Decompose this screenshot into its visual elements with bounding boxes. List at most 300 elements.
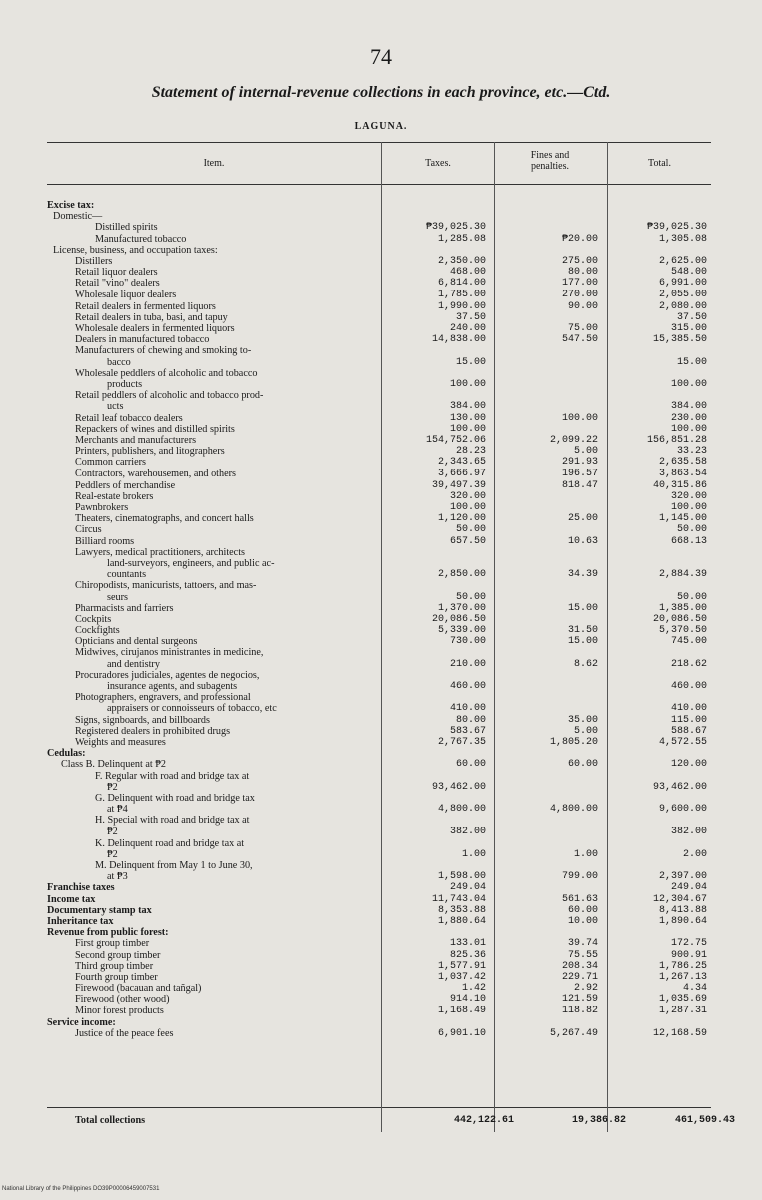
row-fines	[494, 703, 606, 714]
row-fines: 118.82	[561, 1005, 598, 1017]
table-row	[47, 670, 715, 681]
row-fines: 15.00	[567, 636, 598, 648]
row-taxes: 6,901.10	[437, 1027, 486, 1039]
table-row	[47, 636, 715, 647]
row-item-label: Circus	[75, 524, 102, 536]
row-item-label: Midwives, cirujanos ministrantes in medicine,	[75, 647, 264, 659]
row-total: 1,890.64	[658, 916, 707, 927]
row-fines	[494, 379, 606, 390]
total-label: Total collections	[75, 1114, 146, 1126]
collections-table	[47, 142, 735, 1132]
table-row	[47, 726, 715, 737]
row-total: 2,884.39	[658, 569, 707, 581]
row-total	[606, 793, 715, 804]
row-taxes	[381, 838, 494, 849]
row-fines	[494, 211, 606, 222]
row-item-label: Contractors, warehousemen, and others	[75, 468, 236, 480]
row-total: 9,600.00	[658, 804, 707, 816]
row-taxes: 410.00	[449, 703, 486, 715]
row-item-label: Lawyers, medical practitioners, architects	[75, 546, 245, 558]
row-taxes: 2,767.35	[437, 737, 486, 748]
row-taxes: 15.00	[455, 356, 486, 368]
row-total: 460.00	[670, 681, 707, 693]
row-taxes: 5,339.00	[437, 625, 486, 637]
row-fines: 5.00	[573, 725, 598, 737]
row-taxes	[381, 211, 494, 222]
row-item-label: ucts	[107, 401, 124, 413]
row-item-label: Repackers of wines and distilled spirits	[75, 423, 235, 435]
table-row	[47, 513, 715, 524]
row-total: 1,385.00	[658, 602, 707, 614]
row-fines	[494, 815, 606, 826]
row-taxes	[381, 815, 494, 826]
row-fines	[494, 927, 606, 938]
table-row	[47, 401, 715, 412]
row-total	[606, 200, 715, 211]
table-row	[47, 502, 715, 513]
row-fines: 229.71	[561, 971, 598, 983]
table-row	[47, 849, 715, 860]
row-item-label: Minor forest products	[75, 1005, 164, 1017]
row-fines: 90.00	[567, 300, 598, 312]
row-fines	[494, 681, 606, 692]
row-taxes: 1,880.64	[437, 916, 486, 927]
row-taxes: 1,120.00	[437, 513, 486, 525]
row-taxes: 240.00	[449, 323, 486, 335]
row-item-label: countants	[107, 569, 147, 581]
row-item-label: Retail "vino" dealers	[75, 278, 160, 290]
row-item-label: Merchants and manufacturers	[75, 434, 197, 446]
table-row	[47, 659, 715, 670]
row-total: 50.00	[676, 524, 707, 536]
table-row	[47, 345, 715, 356]
table-row	[47, 882, 715, 893]
table-row	[47, 972, 715, 983]
row-fines: 60.00	[567, 904, 598, 916]
row-item-label: Distillers	[75, 255, 113, 267]
row-total	[606, 368, 715, 379]
row-fines: 4,800.00	[549, 804, 598, 816]
row-taxes: 1,990.00	[437, 300, 486, 312]
row-taxes	[381, 200, 494, 211]
row-total: 2,635.58	[658, 457, 707, 469]
table-row	[47, 413, 715, 424]
row-fines: 10.63	[567, 535, 598, 547]
row-fines: 818.47	[561, 479, 598, 491]
row-fines: 75.00	[567, 323, 598, 335]
row-taxes: 384.00	[449, 401, 486, 413]
row-taxes: 50.00	[455, 524, 486, 536]
row-fines	[494, 491, 606, 502]
row-item-label: Procuradores judiciales, agentes de negocios,	[75, 669, 260, 681]
row-total: 172.75	[670, 938, 707, 950]
row-item-label: at ₱4	[107, 804, 128, 816]
row-taxes: 1,577.91	[437, 960, 486, 972]
row-taxes: 210.00	[449, 658, 486, 670]
table-row	[47, 312, 715, 323]
table-row	[47, 200, 715, 211]
row-fines: 177.00	[561, 278, 598, 290]
row-total: 548.00	[670, 267, 707, 279]
row-taxes: 39,497.39	[431, 479, 486, 491]
row-item-label: Peddlers of merchandise	[75, 479, 176, 491]
row-item-label: products	[107, 379, 143, 390]
row-total: 1,145.00	[658, 513, 707, 525]
row-item-label: H. Special with road and bridge tax at	[95, 815, 250, 827]
table-row	[47, 424, 715, 435]
row-taxes	[381, 860, 494, 871]
row-taxes	[381, 368, 494, 379]
row-item-label: ₱2	[107, 826, 118, 838]
header-rule	[47, 184, 711, 185]
page-title: Statement of internal-revenue collections in each province, etc.—Ctd.	[151, 84, 611, 101]
row-item-label: Wholesale dealers in fermented liquors	[75, 323, 235, 335]
row-taxes: 37.50	[455, 311, 486, 323]
row-fines	[494, 312, 606, 323]
row-item-label: Retail peddlers of alcoholic and tobacco prod-	[75, 390, 264, 402]
row-total	[606, 211, 715, 222]
row-total: 100.00	[670, 423, 707, 435]
table-row	[47, 1028, 715, 1039]
table-row	[47, 491, 715, 502]
row-fines	[494, 345, 606, 356]
table-row	[47, 625, 715, 636]
row-taxes: 60.00	[455, 759, 486, 771]
table-row	[47, 703, 715, 714]
row-fines: 5.00	[573, 446, 598, 458]
row-item-label: K. Delinquent road and bridge tax at	[95, 837, 245, 849]
row-total: 5,370.50	[658, 625, 707, 637]
row-fines	[494, 648, 606, 659]
row-taxes: 1,370.00	[437, 602, 486, 614]
table-row	[47, 692, 715, 703]
row-item-label: Manufacturers of chewing and smoking to-	[75, 345, 252, 357]
row-fines: 10.00	[567, 916, 598, 927]
row-taxes	[381, 648, 494, 659]
row-taxes	[381, 547, 494, 558]
row-total	[606, 1017, 715, 1028]
row-total: 900.91	[670, 949, 707, 961]
row-item-label: at ₱3	[107, 871, 128, 883]
table-row	[47, 390, 715, 401]
row-item-label: G. Delinquent with road and bridge tax	[95, 792, 255, 804]
row-item-label: land-surveyors, engineers, and public ac-	[107, 558, 275, 569]
row-taxes: 657.50	[449, 535, 486, 547]
row-fines	[494, 827, 606, 838]
row-taxes: 3,666.97	[437, 468, 486, 480]
row-taxes: 100.00	[449, 379, 486, 390]
table-row	[47, 983, 715, 994]
row-fines	[494, 793, 606, 804]
row-fines	[494, 1017, 606, 1028]
table-row	[47, 580, 715, 591]
table-row	[47, 211, 715, 222]
row-total	[606, 390, 715, 401]
table-row	[47, 334, 715, 345]
table-row	[47, 301, 715, 312]
table-row	[47, 950, 715, 961]
total-fines: 19,386.82	[571, 1114, 626, 1126]
row-total: 156,851.28	[646, 434, 707, 446]
row-taxes: 100.00	[449, 502, 486, 514]
row-taxes: 6,814.00	[437, 278, 486, 290]
row-fines: 2,099.22	[549, 434, 598, 446]
row-fines	[494, 390, 606, 401]
row-taxes: 1,037.42	[437, 971, 486, 983]
row-taxes	[381, 793, 494, 804]
row-taxes	[381, 771, 494, 782]
row-fines: 561.63	[561, 893, 598, 905]
total-total: 461,509.43	[674, 1114, 735, 1126]
row-item-label: Pawnbrokers	[75, 502, 129, 514]
row-item-label: Documentary stamp tax	[47, 904, 152, 916]
row-total: 2.00	[682, 848, 707, 860]
province-heading: LAGUNA.	[354, 121, 408, 132]
row-item-label: bacco	[107, 356, 131, 368]
table-row	[47, 435, 715, 446]
row-taxes	[381, 345, 494, 356]
row-total: 230.00	[670, 412, 707, 424]
row-fines	[494, 558, 606, 569]
row-item-label: Signs, signboards, and billboards	[75, 714, 210, 726]
header-taxes: Taxes.	[425, 158, 451, 169]
row-item-label: Registered dealers in prohibited drugs	[75, 725, 231, 737]
row-taxes: 154,752.06	[425, 434, 486, 446]
row-item-label: Distilled spirits	[95, 222, 158, 234]
header-item: Item.	[203, 158, 225, 169]
row-item-label: Common carriers	[75, 457, 147, 469]
row-total: 4,572.55	[658, 737, 707, 748]
row-taxes: 320.00	[449, 490, 486, 502]
row-fines: 39.74	[567, 938, 598, 950]
table-row	[47, 558, 715, 569]
row-taxes: 93,462.00	[431, 781, 486, 793]
row-fines	[494, 524, 606, 535]
row-fines	[494, 692, 606, 703]
row-taxes	[381, 927, 494, 938]
table-body	[47, 200, 715, 1039]
row-taxes: 460.00	[449, 681, 486, 693]
row-total: 1,287.31	[658, 1005, 707, 1017]
row-item-label: Manufactured tobacco	[95, 233, 187, 245]
row-fines: 75.55	[567, 949, 598, 961]
row-total	[606, 245, 715, 256]
row-item-label: M. Delinquent from May 1 to June 30,	[95, 860, 253, 872]
table-row	[47, 648, 715, 659]
row-total: 40,315.86	[652, 479, 707, 491]
row-taxes	[381, 580, 494, 591]
table-row	[47, 771, 715, 782]
row-item-label: Domestic—	[53, 211, 103, 223]
table-row	[47, 782, 715, 793]
total-taxes: 442,122.61	[453, 1114, 514, 1126]
row-item-label: F. Regular with road and bridge tax at	[95, 770, 250, 782]
row-fines	[494, 357, 606, 368]
row-fines: 208.34	[561, 960, 598, 972]
row-fines	[494, 245, 606, 256]
row-taxes: 8,353.88	[437, 904, 486, 916]
row-total: 15,385.50	[652, 334, 707, 346]
row-fines: 196.57	[561, 468, 598, 480]
row-total: 4.34	[682, 983, 707, 995]
row-taxes	[381, 1017, 494, 1028]
row-fines	[494, 502, 606, 513]
row-item-label: Billiard rooms	[75, 535, 135, 547]
row-taxes: 133.01	[449, 938, 486, 950]
table-row	[47, 603, 715, 614]
row-item-label: Cockfights	[75, 625, 120, 637]
row-fines: 1.00	[573, 848, 598, 860]
row-fines	[494, 401, 606, 412]
row-fines	[494, 200, 606, 211]
row-taxes: 14,838.00	[431, 334, 486, 346]
row-taxes	[381, 670, 494, 681]
row-total: 3,863.54	[658, 468, 707, 480]
row-total: 2,397.00	[658, 871, 707, 883]
table-row	[47, 715, 715, 726]
row-total: 20,086.50	[652, 613, 707, 625]
row-taxes: 583.67	[449, 725, 486, 737]
row-total: 745.00	[670, 636, 707, 648]
row-fines: 547.50	[561, 334, 598, 346]
row-total: 2,625.00	[658, 255, 707, 267]
row-total: 1,267.13	[658, 971, 707, 983]
row-item-label: First group timber	[75, 938, 150, 950]
row-total: 410.00	[670, 703, 707, 715]
row-taxes: 11,743.04	[431, 893, 486, 905]
table-row	[47, 256, 715, 267]
row-item-label: Third group timber	[75, 960, 154, 972]
row-item-label: Retail dealers in tuba, basi, and tapuy	[75, 311, 228, 323]
row-fines	[494, 670, 606, 681]
total-top-rule	[47, 1107, 711, 1108]
row-fines: 799.00	[561, 871, 598, 883]
row-total	[606, 838, 715, 849]
row-fines: 1,805.20	[549, 737, 598, 748]
row-total	[606, 345, 715, 356]
table-row	[47, 860, 715, 871]
row-total: 12,304.67	[652, 893, 707, 905]
table-row	[47, 323, 715, 334]
row-taxes: 20,086.50	[431, 613, 486, 625]
row-total: 8,413.88	[658, 904, 707, 916]
table-row	[47, 737, 715, 748]
total-row-table	[47, 1110, 743, 1132]
row-item-label: seurs	[107, 591, 128, 603]
row-item-label: Fourth group timber	[75, 971, 158, 983]
row-item-label: Inheritance tax	[47, 916, 114, 927]
row-total: 2,055.00	[658, 289, 707, 301]
table-row	[47, 368, 715, 379]
table-row	[47, 614, 715, 625]
row-taxes: 730.00	[449, 636, 486, 648]
row-item-label: Revenue from public forest:	[47, 927, 169, 939]
row-taxes: 468.00	[449, 267, 486, 279]
row-total: 382.00	[670, 826, 707, 838]
row-fines: 2.92	[573, 983, 598, 995]
table-row	[47, 1017, 715, 1028]
row-item-label: Retail liquor dealers	[75, 267, 158, 279]
table-row	[47, 994, 715, 1005]
row-total	[606, 580, 715, 591]
total-row	[47, 1110, 743, 1132]
table-top-rule	[47, 142, 711, 143]
row-total: 50.00	[676, 591, 707, 603]
row-item-label: Second group timber	[75, 949, 161, 961]
row-total: 6,991.00	[658, 278, 707, 290]
row-taxes	[381, 245, 494, 256]
row-item-label: Cedulas:	[47, 748, 86, 760]
row-item-label: Firewood (other wood)	[75, 994, 170, 1006]
row-taxes: 2,343.65	[437, 457, 486, 469]
row-taxes: 249.04	[449, 882, 486, 894]
row-total	[606, 771, 715, 782]
row-total: 218.62	[670, 658, 707, 670]
row-taxes: 1.00	[461, 848, 486, 860]
table-row	[47, 569, 715, 580]
row-taxes: 914.10	[449, 994, 486, 1006]
row-total: 12,168.59	[652, 1027, 707, 1039]
row-fines: 100.00	[561, 412, 598, 424]
row-taxes: 28.23	[455, 446, 486, 458]
row-total	[606, 748, 715, 759]
table-row	[47, 536, 715, 547]
row-total: 37.50	[676, 311, 707, 323]
row-total: 1,305.08	[658, 233, 707, 245]
row-item-label: Income tax	[47, 893, 96, 905]
table-row	[47, 457, 715, 468]
row-item-label: Cockpits	[75, 613, 112, 625]
header-total: Total.	[648, 158, 671, 169]
row-item-label: Wholesale peddlers of alcoholic and tobacco	[75, 367, 258, 379]
table-row	[47, 379, 715, 390]
table-row	[47, 916, 715, 927]
row-taxes	[381, 748, 494, 759]
table-row	[47, 290, 715, 301]
table-row	[47, 267, 715, 278]
row-total: 100.00	[670, 502, 707, 514]
row-total: 249.04	[670, 882, 707, 894]
row-item-label: Real-estate brokers	[75, 490, 154, 502]
row-total	[606, 648, 715, 659]
row-item-label: insurance agents, and subagents	[107, 681, 238, 693]
table-row	[47, 524, 715, 535]
table-row	[47, 222, 715, 233]
row-total: 2,080.00	[658, 300, 707, 312]
table-row	[47, 278, 715, 289]
row-fines	[494, 222, 606, 233]
row-fines: 121.59	[561, 994, 598, 1006]
table-row	[47, 1006, 715, 1017]
row-total: 93,462.00	[652, 781, 707, 793]
row-item-label: Service income:	[47, 1016, 116, 1028]
row-fines	[494, 424, 606, 435]
row-total: ₱39,025.30	[646, 222, 707, 234]
row-total: 115.00	[670, 714, 707, 726]
row-fines	[494, 580, 606, 591]
table-row	[47, 480, 715, 491]
row-total: 668.13	[670, 535, 707, 547]
row-taxes: 1,285.08	[437, 233, 486, 245]
row-item-label: Weights and measures	[75, 737, 166, 748]
row-taxes: 825.36	[449, 949, 486, 961]
row-taxes: 2,350.00	[437, 255, 486, 267]
row-item-label: Class B. Delinquent at ₱2	[61, 759, 166, 771]
row-item-label: Wholesale liquor dealers	[75, 289, 177, 301]
row-item-label: Retail dealers in fermented liquors	[75, 300, 216, 312]
row-fines	[494, 782, 606, 793]
row-item-label: Printers, publishers, and litographers	[75, 446, 225, 458]
